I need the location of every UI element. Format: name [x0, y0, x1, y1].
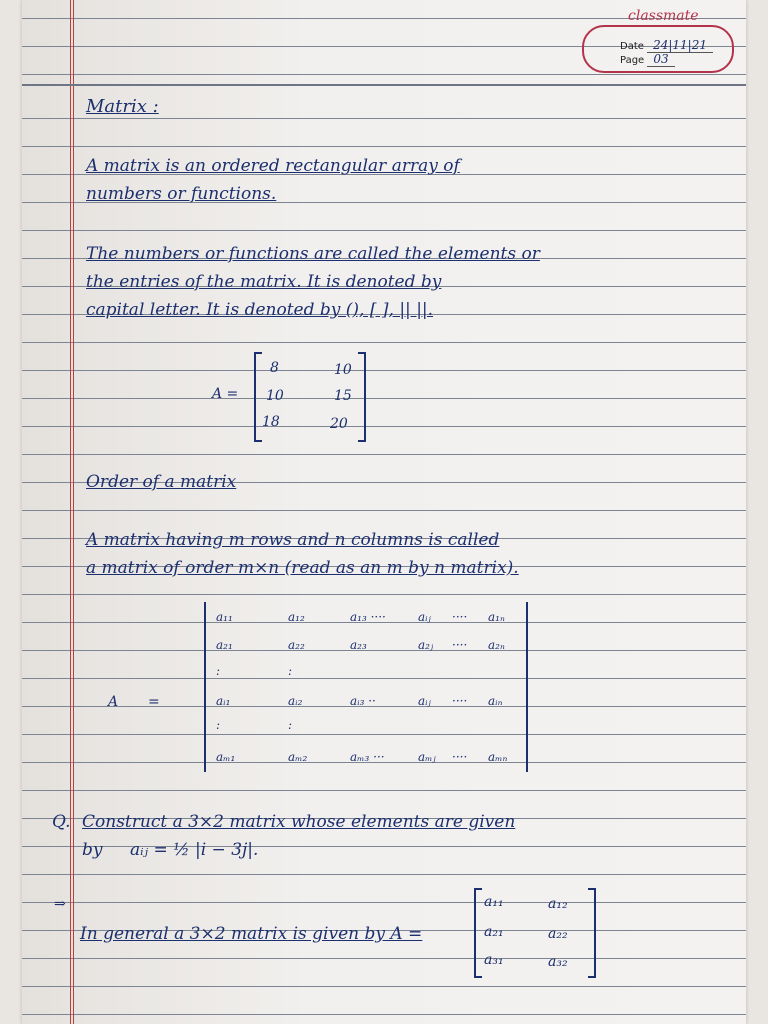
matrix-bar-left	[204, 602, 206, 772]
general-matrix-cell: ····	[452, 610, 468, 624]
answer-arrow: ⇒	[54, 896, 66, 912]
general-matrix-cell: a₁₃ ····	[350, 610, 386, 624]
order-line: a matrix of order m×n (read as an m by n matrix).	[86, 558, 519, 578]
general-matrix-cell: a₂₃	[350, 638, 367, 652]
answer-cell: a₁₁	[484, 894, 504, 910]
date-label: Date	[620, 41, 644, 52]
general-matrix-cell: aₘₙ	[488, 750, 508, 764]
answer-bracket-right	[588, 888, 596, 978]
answer-bracket-left	[474, 888, 482, 978]
question-by: by	[82, 840, 103, 860]
answer-cell: a₃₁	[484, 952, 504, 968]
general-matrix-cell: :	[288, 718, 293, 732]
general-matrix-cell: ····	[452, 694, 468, 708]
general-matrix-name: A	[108, 694, 119, 710]
answer-cell: a₂₁	[484, 924, 504, 940]
general-matrix-cell: aᵢₙ	[488, 694, 503, 708]
page-title: Matrix :	[86, 96, 159, 117]
general-matrix-cell: a₂ₙ	[488, 638, 505, 652]
general-matrix-cell: :	[216, 664, 221, 678]
page-value: 03	[647, 52, 674, 67]
matrix-cell: 15	[334, 388, 352, 404]
header-rule	[22, 84, 746, 86]
general-matrix-cell: a₁ₙ	[488, 610, 505, 624]
answer-line: In general a 3×2 matrix is given by A =	[80, 924, 423, 944]
notebook-page	[22, 0, 746, 1024]
general-matrix-cell: aₘ₃ ···	[350, 750, 385, 764]
elements-line: The numbers or functions are called the elements or	[86, 244, 540, 264]
margin-line	[73, 0, 74, 1024]
general-matrix-equals: =	[148, 694, 160, 710]
matrix-bar-right	[526, 602, 528, 772]
general-matrix-cell: aᵢⱼ	[418, 694, 431, 708]
page-label: Page	[620, 55, 645, 66]
general-matrix-cell: :	[216, 718, 221, 732]
question-formula: aᵢⱼ = ½ |i − 3j|.	[130, 840, 259, 860]
general-matrix-cell: aₘ₂	[288, 750, 308, 764]
general-matrix-cell: a₂ⱼ	[418, 638, 434, 652]
matrix-cell: 18	[262, 414, 280, 430]
brand-logo: classmate	[628, 8, 699, 24]
order-heading: Order of a matrix	[86, 472, 237, 492]
margin-line	[70, 0, 71, 1024]
order-line: A matrix having m rows and n columns is called	[86, 530, 500, 550]
date-page-box	[582, 25, 734, 73]
general-matrix-cell: aᵢⱼ	[418, 610, 431, 624]
date-value: 24|11|21	[647, 38, 713, 53]
answer-cell: a₃₂	[548, 954, 568, 970]
definition-line: numbers or functions.	[86, 184, 277, 204]
general-matrix-cell: a₂₂	[288, 638, 305, 652]
question-line: Construct a 3×2 matrix whose elements are given	[82, 812, 516, 832]
date-row	[620, 38, 713, 52]
general-matrix-cell: a₁₂	[288, 610, 305, 624]
matrix-cell: 8	[270, 360, 279, 376]
general-matrix-cell: a₂₁	[216, 638, 233, 652]
general-matrix-cell: :	[288, 664, 293, 678]
matrix-bracket-right	[358, 352, 366, 442]
definition-line: A matrix is an ordered rectangular array of	[86, 156, 460, 176]
elements-line: the entries of the matrix. It is denoted by	[86, 272, 442, 292]
question-label: Q.	[52, 812, 71, 832]
elements-line: capital letter. It is denoted by (), [ ], || ||.	[86, 300, 434, 320]
general-matrix-cell: aₘ₁	[216, 750, 236, 764]
general-matrix-cell: aᵢ₁	[216, 694, 231, 708]
general-matrix-cell: aᵢ₃ ··	[350, 694, 376, 708]
general-matrix-cell: a₁₁	[216, 610, 233, 624]
answer-cell: a₂₂	[548, 926, 568, 942]
page-row	[620, 52, 675, 66]
general-matrix-cell: ····	[452, 750, 468, 764]
matrix-bracket-left	[254, 352, 262, 442]
general-matrix-cell: aₘⱼ	[418, 750, 436, 764]
matrix-cell: 10	[266, 388, 284, 404]
matrix-name: A =	[212, 386, 239, 402]
matrix-cell: 20	[330, 416, 348, 432]
answer-cell: a₁₂	[548, 896, 568, 912]
general-matrix-cell: ····	[452, 638, 468, 652]
general-matrix-cell: aᵢ₂	[288, 694, 303, 708]
matrix-cell: 10	[334, 362, 352, 378]
